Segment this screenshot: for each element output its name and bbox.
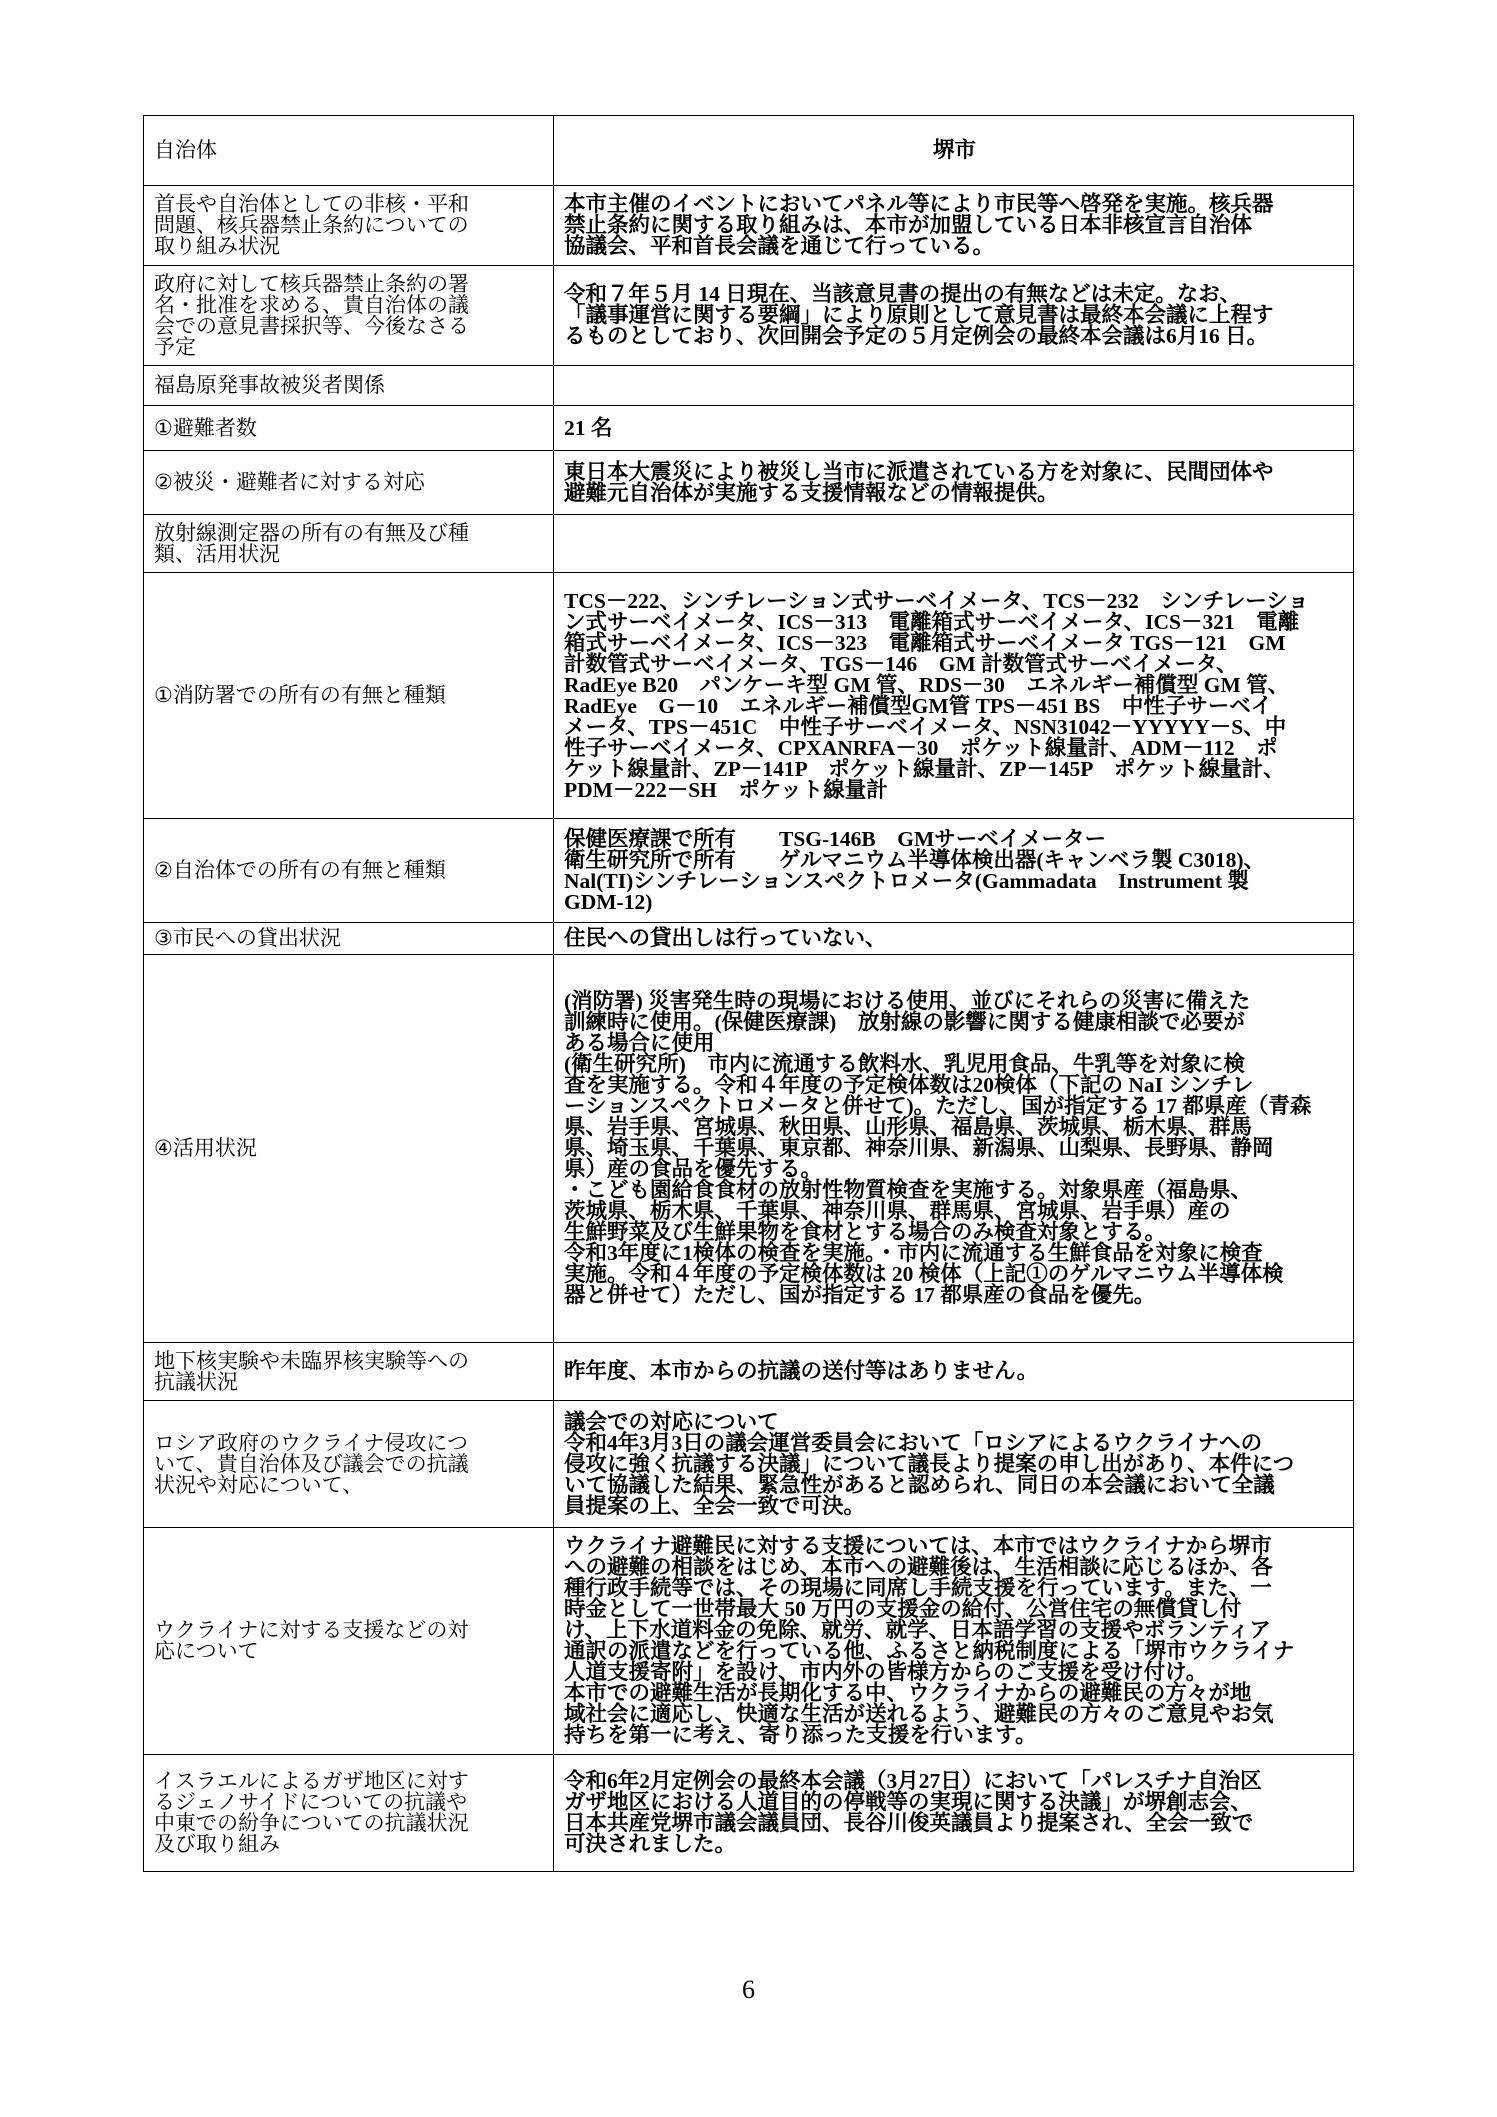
row-value [554,366,1354,406]
row-label: ④活用状況 [144,955,554,1343]
row-value [554,515,1354,573]
table-row [144,1343,1354,1401]
row-label: ①消防署での所有の有無と種類 [144,573,554,819]
row-value: 21 名 [554,406,1354,451]
row-value: 昨年度、本市からの抗議の送付等はありません。 [554,1343,1354,1401]
table-row [144,451,1354,515]
row-value: ウクライナ避難民に対する支援については、本市ではウクライナから堺市 への避難の相談をはじめ、本市への避難後は、生活相談に応じるほか、各 種行政手続等では、その現場に同席し手続支援を行っています。また、一 時金として一世帯最大 50 万円の支援金の給付、公営住宅の無償貸し付 け、上下水道料金の免除、就労、就学、日本語学習の支援やボランティア 通訳の派遣などを行っている他、ふるさと納税制度による「堺市ウクライナ 人道支援寄附」を設け、市内外の皆様方からのご支援を受け付け。 本市での避難生活が長期化する中、ウクライナからの避難民の方々が地 域社会に適応し、快適な生活が送れるよう、避難民の方々のご意見やお気 持ちを第一に考え、寄り添った支援を行います。 [554,1528,1354,1755]
row-label: 地下核実験や未臨界核実験等への 抗議状況 [144,1343,554,1401]
row-label: 首長や自治体としての非核・平和 問題、核兵器禁止条約についての 取り組み状況 [144,186,554,266]
row-label: ③市民への貸出状況 [144,923,554,955]
row-value: 保健医療課で所有 TSG-146B GMサーベイメーター 衛生研究所で所有 ゲルマニウム半導体検出器(キャンベラ製 C3018)、 Nal(TI)シンチレーションスペクトロメータ(Gammadata Instrument 製 GDM-12) [554,819,1354,923]
row-label: ②被災・避難者に対する対応 [144,451,554,515]
table-header-row [144,116,1354,186]
table-row [144,819,1354,923]
table-row [144,1755,1354,1872]
row-value: 令和７年５月 14 日現在、当該意見書の提出の有無などは未定。なお、 「議事運営に関する要綱」により原則として意見書は最終本会議に上程す るものとしており、次回開会予定の５月定例会の最終本会議は6月16 日。 [554,266,1354,366]
row-label: 福島原発事故被災者関係 [144,366,554,406]
table-row [144,366,1354,406]
survey-table [143,115,1354,1872]
table-row [144,1401,1354,1528]
row-label: ②自治体での所有の有無と種類 [144,819,554,923]
page-number: 6 [742,1975,755,2004]
row-value: (消防署) 災害発生時の現場における使用、並びにそれらの災害に備えた 訓練時に使用。(保健医療課) 放射線の影響に関する健康相談で必要が ある場合に使用 (衛生研究所) 市内に流通する飲料水、乳児用食品、牛乳等を対象に検 査を実施する。令和４年度の予定検体数は20検体（下記の NaI シンチレ ーションスペクトロメータと併せて)。ただし、国が指定する 17 都県産（青森 県、岩手県、宮城県、秋田県、山形県、福島県、茨城県、栃木県、群馬 県、埼玉県、千葉県、東京都、神奈川県、新潟県、山梨県、長野県、静岡 県）産の食品を優先する。 ・こども園給食食材の放射性物質検査を実施する。対象県産（福島県、 茨城県、栃木県、千葉県、神奈川県、群馬県、宮城県、岩手県）産の 生鮮野菜及び生鮮果物を食材とする場合のみ検査対象とする。 令和3年度に1検体の検査を実施。・市内に流通する生鮮食品を対象に検査 実施。令和４年度の予定検体数は 20 検体（上記①のゲルマニウム半導体検 器と併せて）ただし、国が指定する 17 都県産の食品を優先。 [554,955,1354,1343]
table-row [144,1528,1354,1755]
header-label-cell: 自治体 [144,116,554,186]
header-city-cell: 堺市 [554,116,1354,186]
table-row [144,186,1354,266]
table-row [144,266,1354,366]
row-label: ウクライナに対する支援などの対 応について [144,1528,554,1755]
row-label: イスラエルによるガザ地区に対す るジェノサイドについての抗議や 中東での紛争についての抗議状況 及び取り組み [144,1755,554,1872]
row-value: 本市主催のイベントにおいてパネル等により市民等へ啓発を実施。核兵器 禁止条約に関する取り組みは、本市が加盟している日本非核宣言自治体 協議会、平和首長会議を通じて行っている。 [554,186,1354,266]
table-row [144,573,1354,819]
table-row [144,515,1354,573]
table-row [144,955,1354,1343]
row-value: 東日本大震災により被災し当市に派遣されている方を対象に、民間団体や 避難元自治体が実施する支援情報などの情報提供。 [554,451,1354,515]
row-value: 令和6年2月定例会の最終本会議（3月27日）において「パレスチナ自治区 ガザ地区における人道目的の停戦等の実現に関する決議」が堺創志会、 日本共産党堺市議会議員団、長谷川俊英議員より提案され、全会一致で 可決されました。 [554,1755,1354,1872]
row-label: 放射線測定器の所有の有無及び種 類、活用状況 [144,515,554,573]
row-value: 住民への貸出しは行っていない、 [554,923,1354,955]
table-row [144,406,1354,451]
row-value: TCS－222、シンチレーション式サーベイメータ、TCS－232 シンチレーショ ン式サーベイメータ、ICS－313 電離箱式サーベイメータ、ICS－321 電離 箱式サーベイメータ、ICS－323 電離箱式サーベイメータ TGS－121 GM 計数管式サーベイメータ、TGS－146 GM 計数管式サーベイメータ、 RadEye B20 パンケーキ型 GM 管、RDS－30 エネルギー補償型 GM 管、 RadEye G－10 エネルギー補償型GM管 TPS－451 BS 中性子サーベイ メータ、TPS－451C 中性子サーベイメータ、NSN31042－YYYYY－S、中 性子サーベイメータ、CPXANRFA－30 ポケット線量計、ADM－112 ポ ケット線量計、ZP－141P ポケット線量計、ZP－145P ポケット線量計、 PDM－222－SH ポケット線量計 [554,573,1354,819]
row-label: ロシア政府のウクライナ侵攻につ いて、貴自治体及び議会での抗議 状況や対応について、 [144,1401,554,1528]
row-value: 議会での対応について 令和4年3月3日の議会運営委員会において「ロシアによるウクライナへの 侵攻に強く抗議する決議」について議長より提案の申し出があり、本件につ いて協議した結果、緊急性があると認められ、同日の本会議において全議 員提案の上、全会一致で可決。 [554,1401,1354,1528]
row-label: ①避難者数 [144,406,554,451]
table-row [144,923,1354,955]
row-label: 政府に対して核兵器禁止条約の署 名・批准を求める、貴自治体の議 会での意見書採択等、今後なさる 予定 [144,266,554,366]
